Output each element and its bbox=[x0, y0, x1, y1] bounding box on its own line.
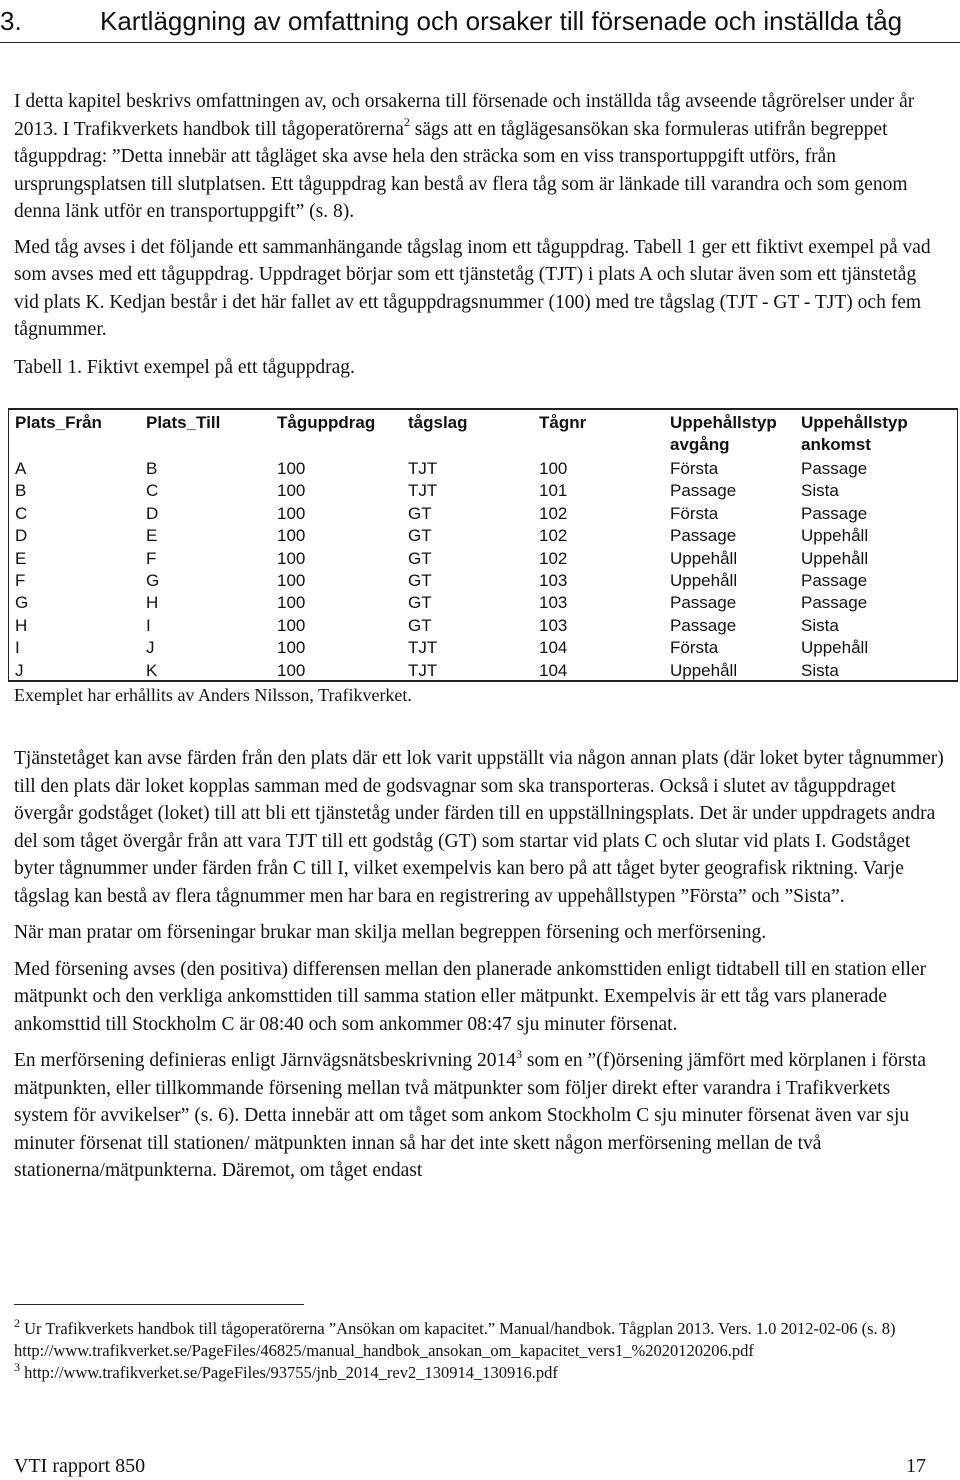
table-row bbox=[9, 570, 957, 592]
body-paragraph-3: Tjänstetåget kan avse färden från den plats där ett lok varit uppställt via någon annan plats (där loket byter tågnummer) till den plats där loket kopplas samman med de godsvagnar som ska transporteras. Också i slutet av tåguppdraget övergår godståget (loket) till att bli ett tjänstetåg under färden till en uppställningsplats. Det är under uppdragets andra del som tåget övergår från att vara TJT till ett godståg (GT) som startar vid plats C och slutar vid plats I. Godståget byter tågnummer under färden från C till I, vilket exempelvis kan bero på att tåget byter geografisk riktning. Varje tågslag kan bestå av flera tågnummer men har bara en registrering av uppehållstypen ”Första” och ”Sista”. bbox=[14, 748, 944, 907]
section-heading bbox=[0, 4, 960, 43]
table-cell: C bbox=[15, 503, 28, 523]
table-cell: 103 bbox=[539, 593, 568, 613]
footnote-2 bbox=[14, 1315, 944, 1340]
table-cell: E bbox=[146, 526, 158, 546]
section-number: 3. bbox=[0, 6, 22, 36]
table-cell: Sista bbox=[801, 660, 839, 680]
table-row bbox=[9, 458, 957, 480]
table-source-note: Exemplet har erhållits av Anders Nilsson, Trafikverket. bbox=[14, 685, 412, 705]
report-name: VTI rapport 850 bbox=[14, 1455, 146, 1477]
table-cell: 100 bbox=[277, 459, 306, 478]
table-cell: G bbox=[15, 593, 29, 613]
table-cell: Första bbox=[670, 459, 719, 478]
table-cell: Passage bbox=[670, 481, 737, 501]
table-cell: I bbox=[146, 615, 151, 635]
table-cell: Uppehåll bbox=[670, 660, 738, 680]
table-cell: Sista bbox=[801, 481, 839, 501]
table-cell: 100 bbox=[277, 503, 306, 523]
intro-p1-part-a: I detta kapitel beskrivs omfattningen av, och orsakerna till försenade och inställda tåg avseende tågrörelser under år 2013. I Trafikverkets handbok till tågoperatörerna bbox=[14, 91, 915, 140]
table-caption: Tabell 1. Fiktivt exempel på ett tåguppdrag. bbox=[14, 356, 355, 378]
table-cell: GT bbox=[408, 615, 432, 635]
table-cell: TJT bbox=[408, 459, 438, 478]
table-row bbox=[9, 637, 957, 659]
table-cell: 100 bbox=[277, 638, 306, 658]
footnote-2-number: 2 bbox=[14, 1315, 20, 1330]
table-cell: GT bbox=[408, 526, 432, 546]
table-cell: Uppehåll bbox=[801, 526, 869, 546]
table-cell: 100 bbox=[277, 548, 306, 568]
table-cell: 104 bbox=[539, 638, 568, 658]
table-cell: G bbox=[146, 571, 160, 591]
table-cell: Sista bbox=[801, 615, 839, 635]
body-paragraph-4: När man pratar om förseningar brukar man skilja mellan begreppen försening och merförsening. bbox=[14, 922, 767, 943]
body-p6-part-b: som en ”(f)örsening jämfört med körplanen i första mätpunkten, eller tillkommande försening mellan två mätpunkter som följer direkt efter varandra i Trafikverkets system för avvikelser” (s. 6). Detta innebär att om tåget som ankom Stockholm C sju minuter försenat även var sju minuter försenat till stationen/ mätpunkten innan så har det inte skett någon merförsening mellan de två stationerna/mätpunkterna. Däremot, om tåget endast bbox=[14, 1050, 926, 1181]
table-cell: Passage bbox=[670, 615, 737, 635]
table-cell: J bbox=[15, 660, 24, 680]
table-cell: Första bbox=[670, 638, 719, 658]
footnote-3-url[interactable]: http://www.trafikverket.se/PageFiles/93755/jnb_2014_rev2_130914_130916.pdf bbox=[20, 1363, 558, 1382]
footnote-divider bbox=[14, 1304, 304, 1305]
body-paragraph-5: Med försening avses (den positiva) differensen mellan den planerade ankomsttiden enligt tidtabell till en station eller mätpunkt och den verkliga ankomsttiden till samma station eller mätpunkt. Exempelvis är ett tåg vars planerade ankomsttid till Stockholm C är 08:40 och som ankommer 08:47 sju minuter försenat. bbox=[14, 958, 927, 1035]
table-header-cell: Plats_Från bbox=[15, 413, 102, 432]
table-cell: 100 bbox=[277, 481, 306, 501]
footnote-3 bbox=[14, 1359, 944, 1384]
table-cell: B bbox=[146, 459, 158, 478]
table-header-row bbox=[9, 410, 957, 458]
table-cell: 100 bbox=[277, 571, 306, 591]
table-cell: D bbox=[146, 503, 159, 523]
table-cell: J bbox=[146, 638, 155, 658]
table-cell: Uppehåll bbox=[670, 571, 738, 591]
table-row bbox=[9, 525, 957, 547]
table-row bbox=[9, 660, 957, 682]
footnote-2-url[interactable]: http://www.trafikverket.se/PageFiles/46825/manual_handbok_ansokan_om_kapacitet_vers1_%2020120206.pdf bbox=[14, 1341, 754, 1360]
table-cell: 102 bbox=[539, 526, 568, 546]
intro-paragraph-2: Med tåg avses i det följande ett sammanhängande tågslag inom ett tåguppdrag. Tabell 1 ger ett fiktivt exempel på vad som avses med ett tåguppdrag. Uppdraget börjar som ett tjänstetåg (TJT) i plats A och slutar även som ett tjänstetåg vid plats K. Kedjan består i det här fallet av ett tåguppdragsnummer (100) med tre tågslag (TJT - GT - TJT) och fem tågnummer. bbox=[14, 236, 931, 340]
table-cell: TJT bbox=[408, 638, 438, 658]
table-cell: 102 bbox=[539, 548, 568, 568]
table-cell: Passage bbox=[670, 526, 737, 546]
table-cell: GT bbox=[408, 548, 432, 568]
table-cell: Passage bbox=[801, 571, 868, 591]
table-cell: Uppehåll bbox=[801, 638, 869, 658]
footnotes bbox=[14, 1315, 944, 1384]
table-cell: GT bbox=[408, 571, 432, 591]
footnote-3-number: 3 bbox=[14, 1359, 20, 1374]
footnote-ref-2: 2 bbox=[403, 115, 410, 129]
table-header-cell: Plats_Till bbox=[146, 413, 221, 432]
table-header-cell: Uppehållstyp ankomst bbox=[801, 413, 908, 454]
table-cell: 102 bbox=[539, 503, 568, 523]
table-cell: A bbox=[15, 459, 27, 478]
section-title: Kartläggning av omfattning och orsaker till försenade och inställda tåg bbox=[100, 6, 903, 36]
table-cell: Passage bbox=[801, 503, 868, 523]
table-cell: 103 bbox=[539, 571, 568, 591]
table-cell: I bbox=[15, 638, 20, 658]
table-header-cell: Tågnr bbox=[539, 413, 587, 432]
table-cell: C bbox=[146, 481, 159, 501]
intro-paragraph-1 bbox=[14, 88, 944, 226]
table-cell: TJT bbox=[408, 660, 438, 680]
table-row bbox=[9, 480, 957, 502]
body-paragraph-6 bbox=[14, 1047, 944, 1185]
table-cell: F bbox=[146, 548, 157, 568]
footnote-ref-3: 3 bbox=[516, 1046, 523, 1061]
table-cell: Passage bbox=[801, 459, 868, 478]
table-cell: B bbox=[15, 481, 27, 501]
table-cell: Passage bbox=[670, 593, 737, 613]
table-cell: 103 bbox=[539, 615, 568, 635]
table-cell: 100 bbox=[277, 615, 306, 635]
table-cell: E bbox=[15, 548, 27, 568]
table-row bbox=[9, 548, 957, 570]
page-number: 17 bbox=[906, 1455, 926, 1477]
table-row bbox=[9, 503, 957, 525]
table-header-cell: Uppehållstyp avgång bbox=[670, 413, 777, 454]
table-cell: 100 bbox=[277, 526, 306, 546]
page-footer bbox=[14, 1454, 926, 1478]
table-cell: GT bbox=[408, 593, 432, 613]
footnote-2-text: Ur Trafikverkets handbok till tågoperatörerna ”Ansökan om kapacitet.” Manual/handbok. Tågplan 2013. Vers. 1.0 2012-02-06 (s. 8) bbox=[20, 1319, 896, 1338]
table-cell: 100 bbox=[277, 660, 306, 680]
table-cell: Uppehåll bbox=[670, 548, 738, 568]
table-cell: 104 bbox=[539, 660, 568, 680]
table-cell: H bbox=[146, 593, 159, 613]
table-cell: GT bbox=[408, 503, 432, 523]
table-header-cell: Tåguppdrag bbox=[277, 413, 376, 432]
table-cell: 100 bbox=[277, 593, 306, 613]
table-cell: Uppehåll bbox=[801, 548, 869, 568]
table-cell: K bbox=[146, 660, 158, 680]
table-cell: TJT bbox=[408, 481, 438, 501]
table-cell: H bbox=[15, 615, 28, 635]
table-cell: D bbox=[15, 526, 28, 546]
table-row bbox=[9, 592, 957, 614]
table-cell: 100 bbox=[539, 459, 568, 478]
table-cell: 101 bbox=[539, 481, 568, 501]
body-p6-part-a: En merförsening definieras enligt Järnvägsnätsbeskrivning 2014 bbox=[14, 1050, 517, 1071]
intro-text bbox=[14, 88, 944, 381]
table-cell: Första bbox=[670, 503, 719, 523]
table-header-cell: tågslag bbox=[408, 413, 468, 432]
table-body bbox=[9, 458, 957, 682]
train-assignment-table bbox=[9, 410, 957, 682]
table-cell: Passage bbox=[801, 593, 868, 613]
intro-p1-part-b: sägs att en tåglägesansökan ska formuleras utifrån begreppet tåguppdrag: ”Detta innebär att tågläget ska avse hela den sträcka som en viss transportuppgift utförs, från ursprungsplatsen till slutplatsen. Ett tåguppdrag kan bestå av flera tåg som är länkade till varandra och som genom denna länk utför en transportuppgift” (s. 8). bbox=[14, 118, 908, 222]
table-cell: F bbox=[15, 571, 26, 591]
body-text bbox=[14, 745, 944, 1185]
table-row bbox=[9, 615, 957, 637]
example-table bbox=[8, 408, 958, 682]
